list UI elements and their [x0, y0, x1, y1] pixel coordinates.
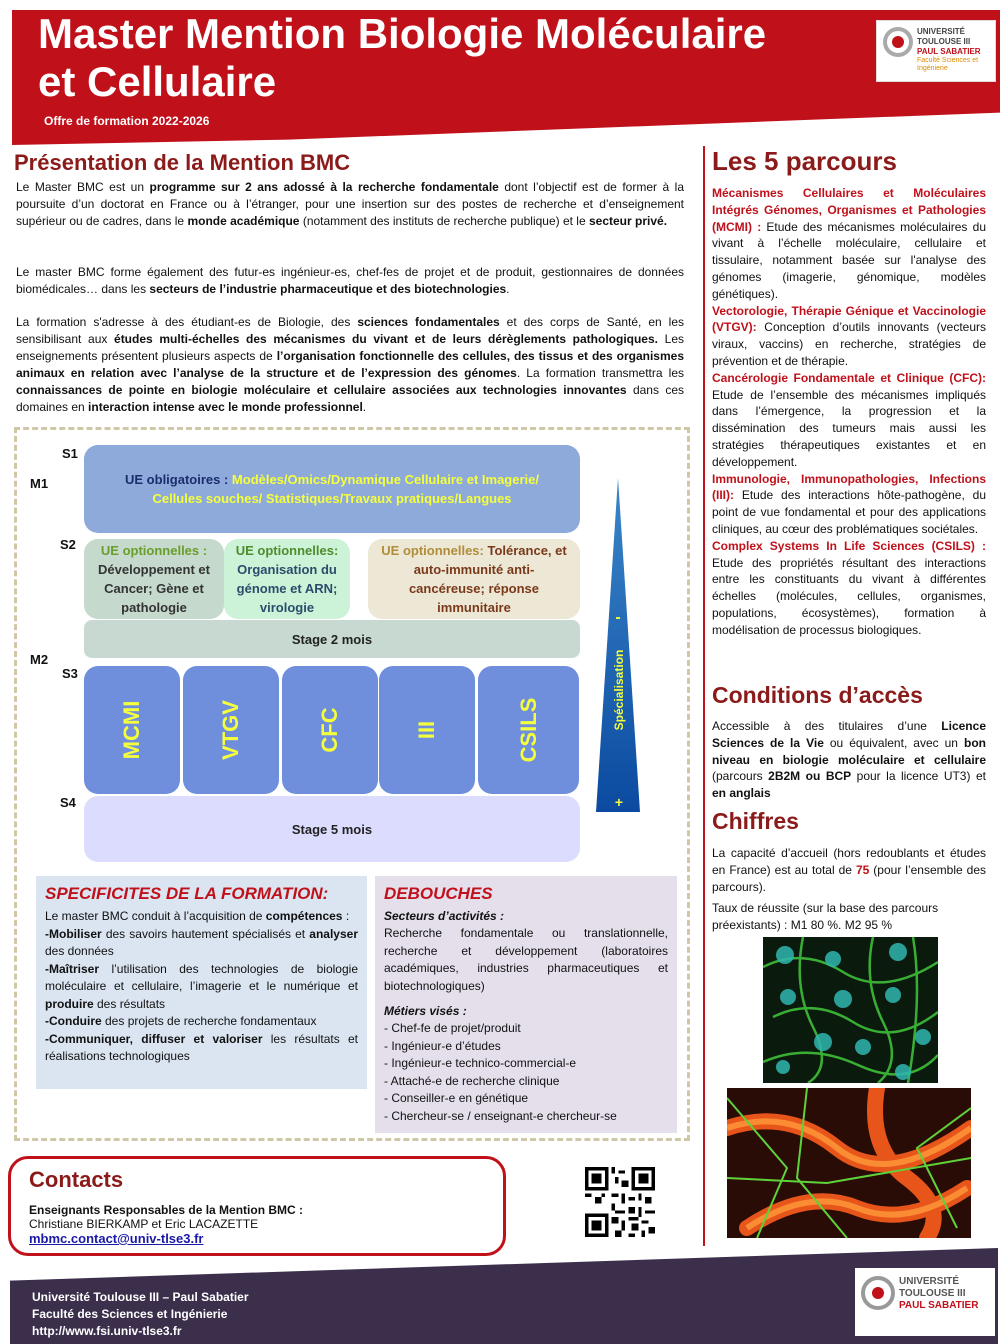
presentation-paragraph-2: Le master BMC forme également des futur-es ingénieur-es, chef-fes de projet et de produit, gestionnaires de données biomédicales… dans les secteurs de l’industrie pharmaceutique et des biotechnologies.	[16, 265, 684, 296]
parcours-item-text: Etude de l’ensemble des mécanismes impliqués dans l’émergence, la progression et la dissémination des tumeurs mais aussi les stratégies thérapeutiques existantes et en développement.	[712, 387, 986, 469]
page-subtitle: Offre de formation 2022-2026	[44, 114, 210, 128]
parcours-box-csils: CSILS	[478, 666, 579, 794]
parcours-item	[712, 471, 986, 538]
contacts-names: Christiane BIERKAMP et Eric LACAZETTE	[29, 1217, 259, 1231]
metier-item: - Chef-fe de projet/produit	[384, 1021, 521, 1035]
ue-optionnelles-box-3: UE optionnelles: Tolérance, et auto-immunité anti-cancéreuse; réponse immunitaire	[368, 539, 580, 619]
specificite-item: Le master BMC conduit à l’acquisition de compétences :	[45, 909, 350, 923]
secteurs-label: Secteurs d’activités :	[384, 909, 505, 923]
spec-minus: -	[615, 609, 621, 626]
parcours-box-mcmi: MCMI	[84, 666, 180, 794]
presentation-title: Présentation de la Mention BMC	[14, 150, 351, 175]
contacts-label: Enseignants Responsables de la Mention BMC :	[29, 1203, 304, 1217]
page-title: Master Mention Biologie Moléculaire et Cellulaire	[38, 10, 767, 105]
conditions-text: Accessible à des titulaires d’une Licence Sciences de la Vie ou équivalent, avec un bon niveau en biologie moléculaire et cellulaire (parcours 2B2M ou BCP pour la licence UT3) et en anglais	[712, 719, 986, 801]
secteurs-text: Recherche fondamentale ou translationnelle, recherche et développement (laboratoires académiques, industries pharmaceutiques et biotechnologiques)	[384, 926, 668, 993]
footer-url-link[interactable]: http://www.fsi.univ-tlse3.fr	[32, 1324, 182, 1338]
column-divider	[703, 146, 705, 1246]
parcours-box-vtgv: VTGV	[183, 666, 279, 794]
label-m1: M1	[30, 476, 49, 491]
parcours-item	[712, 538, 986, 639]
parcours-title: Les 5 parcours	[712, 146, 897, 176]
specialisation-triangle	[596, 478, 640, 812]
debouches-box	[375, 876, 677, 1133]
footer-university: Université Toulouse III – Paul Sabatier	[32, 1290, 249, 1304]
contacts-box	[8, 1156, 506, 1256]
parcours-box-iii: III	[379, 666, 475, 794]
parcours-item-name: Immunologie, Immunopathologies, Infections (III):	[712, 471, 986, 503]
presentation-paragraph-1: Le Master BMC est un programme sur 2 ans adossé à la recherche fondamentale dont l’objectif est de former à la poursuite d’un doctorat en France ou à l’étranger, pour une insertion sur des postes de recherche et d’enseignement supérieur ou de cadres, dans le monde académique (notamment des instituts de recherche publique) et le secteur privé.	[16, 180, 684, 228]
parcours-box-cfc: CFC	[282, 666, 378, 794]
specificite-item: -Mobiliser des savoirs hautement spécialisés et analyser des données	[45, 926, 358, 958]
parcours-item-text: Etude des propriétés résultant des interactions entre les constituants du vivant à différentes échelles (molécules, cellules, organismes, populations, écosystèmes), formation à modélisation de processus biologiques.	[712, 555, 986, 637]
ue-optionnelles-box-2: UE optionnelles: Organisation du génome et ARN; virologie	[224, 539, 350, 619]
specificites-box	[36, 876, 367, 1089]
parcours-item-name: Mécanismes Cellulaires et Moléculaires Intégrés Génomes, Organismes et Pathologies (MCMI) :	[712, 186, 986, 234]
specificites-list	[45, 908, 358, 1066]
microscopy-image-cells	[763, 937, 938, 1083]
parcours-item-name: Complex Systems In Life Sciences (CSILS) :	[712, 538, 986, 553]
metiers-label: Métiers visés :	[384, 1004, 467, 1018]
specificite-item: -Communiquer, diffuser et valoriser les résultats et réalisations technologiques	[45, 1031, 358, 1063]
university-logo: UNIVERSITÉ TOULOUSE III PAUL SABATIER Faculté Sciences et Ingénierie	[876, 20, 996, 82]
logo-emblem-icon	[883, 27, 913, 57]
parcours-item	[712, 303, 986, 370]
parcours-list	[712, 185, 986, 639]
parcours-item-name: Vectorologie, Thérapie Génique et Vaccinologie (VTGV):	[712, 303, 986, 335]
label-s3: S3	[62, 666, 78, 681]
contact-email-link[interactable]: mbmc.contact@univ-tlse3.fr	[29, 1231, 204, 1246]
spec-plus: +	[614, 794, 624, 810]
stage-2-mois: Stage 2 mois	[84, 620, 580, 658]
label-m2: M2	[30, 652, 49, 667]
specificite-item: -Conduire des projets de recherche fondamentaux	[45, 1014, 317, 1028]
label-s2: S2	[60, 537, 76, 552]
label-s1: S1	[62, 446, 78, 461]
contacts-title: Contacts	[29, 1167, 124, 1192]
conditions-title: Conditions d’accès	[712, 682, 923, 708]
spec-label: Spécialisation	[612, 649, 626, 731]
specificites-title: SPECIFICITES DE LA FORMATION:	[45, 884, 329, 903]
footer-logo-emblem-icon	[861, 1276, 895, 1310]
specificite-item: -Maîtriser l’utilisation des technologies de biologie moléculaire et cellulaire, l’imagerie et le numérique et produire des résultats	[45, 961, 358, 1011]
presentation-paragraph-3: La formation s'adresse à des étudiant-es de Biologie, des sciences fondamentales et des corps de Santé, en les sensibilisant aux études multi-échelles des mécanismes du vivant et de leurs dérèglements pathologiques. Les enseignements présentent plusieurs aspects de l’organisation fonctionnelle des cellules, des tissus et des organismes animaux en relation avec l’analyse de la structure et de l’expression des génomes. La formation transmettra les connaissances de pointe en biologie moléculaire et cellulaire associées aux technologies innovantes dans ces domaines en interaction intense avec le monde professionnel.	[16, 315, 684, 414]
metier-item: - Chercheur-se / enseignant-e chercheur-se	[384, 1108, 617, 1123]
metiers-list	[384, 1020, 668, 1125]
parcours-item	[712, 185, 986, 303]
ue-obligatoires-box: UE obligatoires : Modèles/Omics/Dynamique Cellulaire et Imagerie/ Cellules souches/ Statistiques/Travaux pratiques/Langues	[84, 445, 580, 533]
parcours-item-text: Etude des interactions hôte-pathogène, du point de vue fondamental et pour des applications cliniques, au cœur des problématiques sociétales.	[712, 488, 986, 536]
metier-item: - Attaché-e de recherche clinique	[384, 1073, 560, 1088]
footer-faculty: Faculté des Sciences et Ingénierie	[32, 1307, 228, 1321]
parcours-item-text: Etude des mécanismes moléculaires du vivant à l’échelle moléculaire, cellulaire et tissulaire, notamment basée sur l'analyse des génomes (imagerie, génomique, modèles génétiques).	[712, 219, 986, 301]
parcours-item	[712, 370, 986, 471]
parcours-item-name: Cancérologie Fondamentale et Clinique (CFC):	[712, 370, 986, 385]
chiffres-title: Chiffres	[712, 808, 799, 834]
metier-item: - Conseiller-e en génétique	[384, 1091, 529, 1105]
parcours-item-text: Conception d’outils innovants (vecteurs viraux, vaccins) en recherche, stratégies de prévention et de thérapie.	[712, 320, 986, 368]
debouches-title: DEBOUCHES	[384, 884, 493, 903]
ue-optionnelles-box-1: UE optionnelles : Développement et Cancer; Gène et pathologie	[84, 539, 224, 619]
label-s4: S4	[60, 795, 76, 810]
metier-item: - Ingénieur-e technico-commercial-e	[384, 1056, 577, 1070]
stage-5-mois: Stage 5 mois	[84, 796, 580, 862]
footer-university-logo: UNIVERSITÉ TOULOUSE III PAUL SABATIER	[855, 1268, 995, 1336]
metier-item: - Ingénieur-e d’études	[384, 1038, 501, 1053]
microscopy-image-vessels	[727, 1088, 971, 1238]
chiffres-reussite: Taux de réussite (sur la base des parcours préexistants) : M1 80 %. M2 95 %	[712, 901, 939, 932]
chiffres-capacite: La capacité d’accueil (hors redoublants et études en France) est au total de 75 (pour l’ensemble des parcours).	[712, 846, 986, 894]
qr-code-icon[interactable]	[585, 1167, 655, 1237]
